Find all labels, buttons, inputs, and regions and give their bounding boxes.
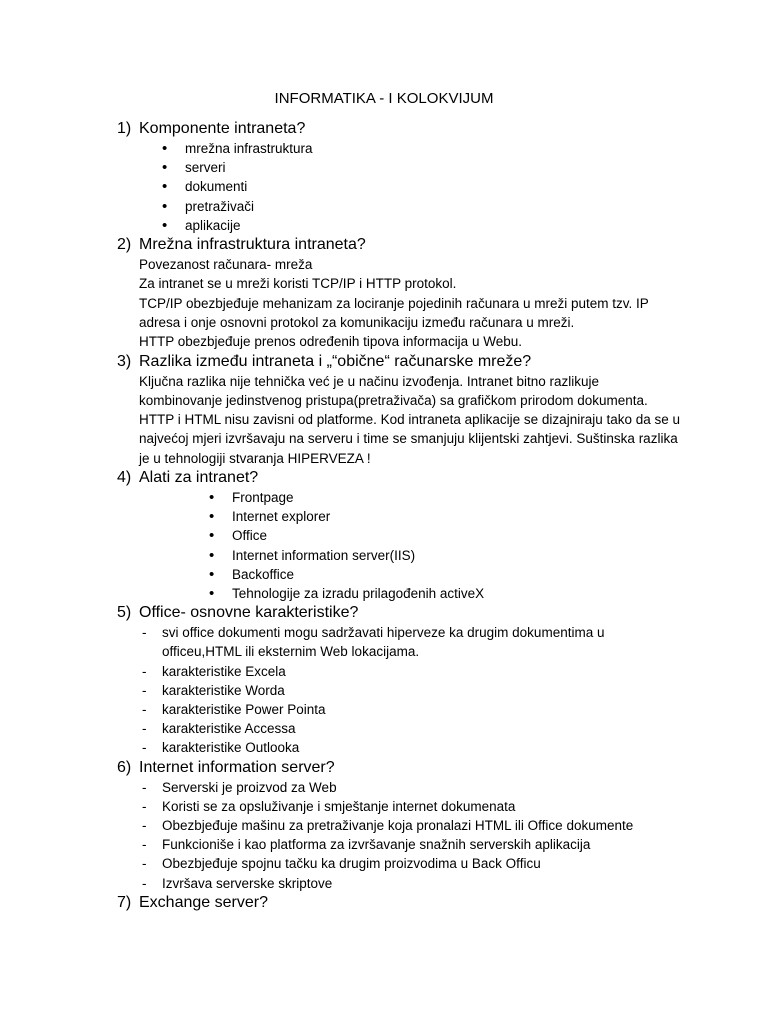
question-number: 5) bbox=[117, 604, 132, 622]
question-text: Exchange server? bbox=[139, 893, 268, 911]
question-heading-5 bbox=[0, 603, 768, 623]
question-number: 7) bbox=[117, 893, 132, 911]
list-item: - karakteristike Worda bbox=[162, 681, 682, 700]
question-number: 2) bbox=[117, 236, 132, 254]
list-item: • dokumenti bbox=[185, 177, 768, 196]
bullet-list-4 bbox=[232, 488, 768, 603]
list-item: - Izvršava serverske skriptove bbox=[162, 874, 682, 893]
question-number: 4) bbox=[117, 468, 132, 486]
document-body bbox=[0, 119, 768, 913]
answer-line: Za intranet se u mreži koristi TCP/IP i HTTP protokol. bbox=[139, 276, 457, 292]
answer-text-2 bbox=[139, 255, 684, 351]
answer-line: Povezanost računara- mreža bbox=[139, 257, 313, 273]
list-item: - karakteristike Accessa bbox=[162, 719, 682, 738]
list-item: • Backoffice bbox=[232, 565, 768, 584]
question-heading-6 bbox=[0, 758, 768, 778]
list-item: • Office bbox=[232, 526, 768, 545]
list-item: - Koristi se za opsluživanje i smještanje internet dokumenata bbox=[162, 797, 682, 816]
list-item: - karakteristike Outlooka bbox=[162, 738, 682, 757]
question-text: Office- osnovne karakteristike? bbox=[139, 604, 359, 622]
list-item: - karakteristike Power Pointa bbox=[162, 700, 682, 719]
question-text: Komponente intraneta? bbox=[139, 120, 306, 137]
question-heading-7 bbox=[0, 893, 768, 913]
list-item: • mrežna infrastruktura bbox=[185, 139, 768, 158]
list-item: - Obezbjeđuje spojnu tačku ka drugim proizvodima u Back Officu bbox=[162, 854, 682, 873]
list-item: • Tehnologije za izradu prilagođenih activeX bbox=[232, 584, 768, 603]
question-text: Alati za intranet? bbox=[139, 468, 259, 486]
answer-line: TCP/IP obezbjeđuje mehanizam za lociranje pojedinih računara u mreži putem tzv. IP adresa i onje osnovni protokol za komunikaciju između računara u mreži. bbox=[139, 295, 649, 330]
question-number: 3) bbox=[117, 352, 132, 370]
list-item: • Internet explorer bbox=[232, 507, 768, 526]
list-item: - karakteristike Excela bbox=[162, 662, 682, 681]
answer-line: HTTP obezbjeđuje prenos određenih tipova informacija u Webu. bbox=[139, 334, 522, 350]
list-item: - Funkcioniše i kao platforma za izvršavanje snažnih serverskih aplikacija bbox=[162, 835, 682, 854]
list-item: - svi office dokumenti mogu sadržavati hiperveze ka drugim dokumentima u officeu,HTML ili eksternim Web lokacijama. bbox=[162, 623, 682, 661]
list-item: - Serverski je proizvod za Web bbox=[162, 778, 682, 797]
list-item: • aplikacije bbox=[185, 216, 768, 235]
answer-paragraph-3: Ključna razlika nije tehnička već je u načinu izvođenja. Intranet bitno razlikuje kombinovanje jedinstvenog pristupa(pretraživača) sa grafičkom prirodom dokumenta. HTTP i HTML nisu zavisni od platforme. Kod intraneta aplikacije se dizajniraju tako da se u najvećoj mjeri izvršavaju na serveru i time se smanjuju klijentski zahtjevi. Suštinska razlika je u tehnologiji stvaranja HIPERVEZA ! bbox=[139, 373, 681, 466]
dash-list-5 bbox=[162, 623, 682, 757]
dash-list-6 bbox=[162, 778, 682, 893]
question-text: Mrežna infrastruktura intraneta? bbox=[139, 236, 366, 254]
question-heading-4 bbox=[0, 468, 768, 488]
question-number: 6) bbox=[117, 758, 132, 776]
bullet-list-1 bbox=[185, 139, 768, 235]
question-text: Internet information server? bbox=[139, 758, 335, 776]
question-text: Razlika između intraneta i „“obične“ računarske mreže? bbox=[139, 352, 532, 370]
list-item: • serveri bbox=[185, 158, 768, 177]
list-item: • Internet information server(IIS) bbox=[232, 546, 768, 565]
question-number: 1) bbox=[117, 120, 132, 137]
list-item: • pretraživači bbox=[185, 197, 768, 216]
list-item: • Frontpage bbox=[232, 488, 768, 507]
question-heading-2 bbox=[0, 235, 768, 255]
document-title: INFORMATIKA - I KOLOKVIJUM bbox=[274, 90, 494, 107]
question-heading-1 bbox=[0, 119, 768, 139]
question-heading-3 bbox=[0, 352, 768, 372]
list-item: - Obezbjeđuje mašinu za pretraživanje koja pronalazi HTML ili Office dokumente bbox=[162, 816, 682, 835]
